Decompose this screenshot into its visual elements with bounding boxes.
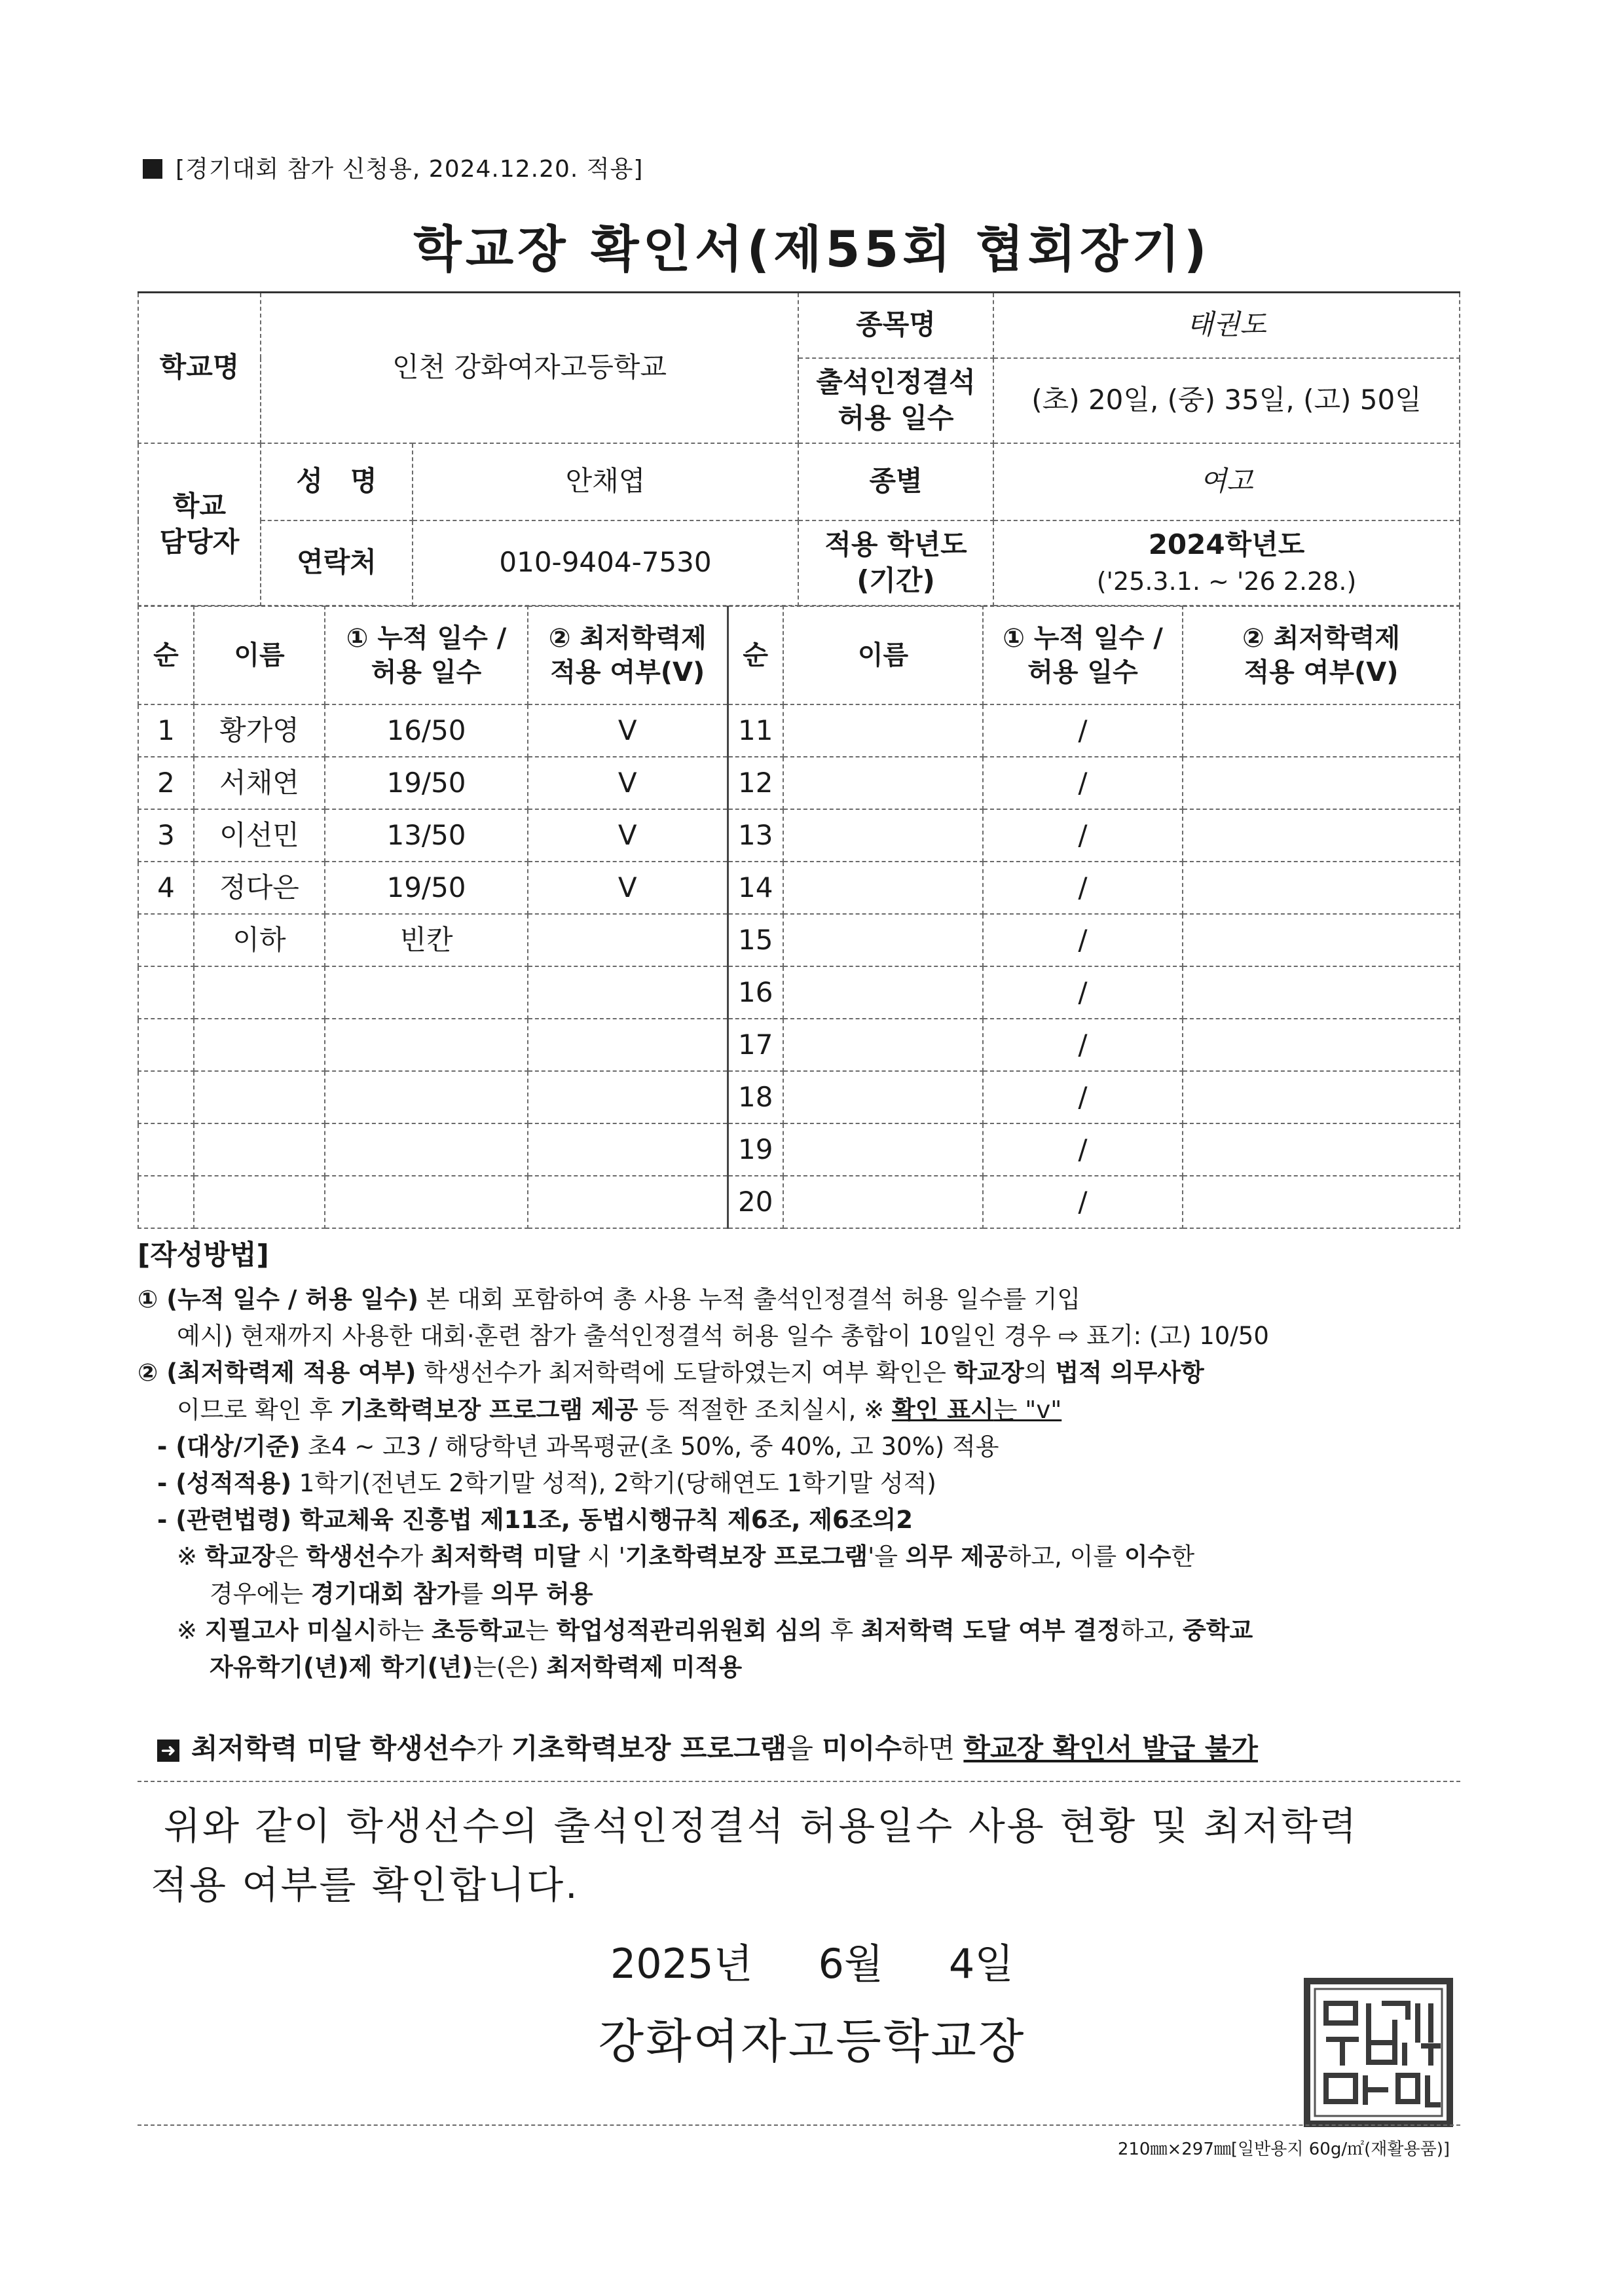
contact-label: 연락처 xyxy=(261,520,413,606)
row-no xyxy=(138,1071,194,1123)
note1-l2a: 경우에는 xyxy=(210,1579,311,1608)
note1-b2: 학생선수 xyxy=(306,1542,400,1571)
guide-item2-l2c: 등 적절한 조치실시, ※ xyxy=(638,1395,892,1424)
row-no xyxy=(138,914,194,966)
note2-b2: 초등학교 xyxy=(432,1616,526,1645)
header-days xyxy=(325,606,528,704)
row-no-right: 12 xyxy=(728,757,783,809)
row-check-right xyxy=(1183,1176,1460,1228)
header-days-right-line1: ① 누적 일수 / xyxy=(1003,623,1163,653)
warning-c: 기초학력보장 프로그램 xyxy=(511,1732,787,1764)
guide-sub1 xyxy=(138,1429,1460,1465)
row-days-right: / xyxy=(983,914,1183,966)
note1-t1: 은 xyxy=(275,1542,306,1571)
guide-item1 xyxy=(138,1281,1460,1318)
row-no: 2 xyxy=(138,757,194,809)
row-check xyxy=(528,1019,728,1071)
note1-t6: 한 xyxy=(1171,1542,1195,1571)
row-days xyxy=(325,1123,528,1176)
note1-b3: 최저학력 미달 xyxy=(431,1542,580,1571)
row-check xyxy=(528,1123,728,1176)
header-days-line2: 허용 일수 xyxy=(371,657,482,687)
guide-sub1-text: 초4 ~ 고3 / 해당학년 과목평균(초 50%, 중 40%, 고 30%) 적용 xyxy=(300,1432,999,1461)
guide-item2-l2a: 이므로 확인 후 xyxy=(177,1395,341,1424)
allowed-days-label xyxy=(798,358,993,443)
row-check-right xyxy=(1183,1071,1460,1123)
row-name xyxy=(194,1176,325,1228)
row-name-right xyxy=(783,862,983,914)
note2-b4: 최저학력 도달 여부 결정 xyxy=(860,1616,1120,1645)
divider-top xyxy=(138,1781,1460,1782)
row-no-right: 16 xyxy=(728,966,783,1019)
allowed-days-label-line2: 허용 일수 xyxy=(838,401,954,434)
row-name-right xyxy=(783,757,983,809)
row-check-right xyxy=(1183,1019,1460,1071)
note1-b1: 학교장 xyxy=(204,1542,275,1571)
header-note xyxy=(143,151,643,184)
school-value: 인천 강화여자고등학교 xyxy=(261,293,798,443)
warning-a: 최저학력 미달 학생선수 xyxy=(191,1732,476,1764)
row-days xyxy=(325,966,528,1019)
guide-item2-t2: 의 xyxy=(1024,1358,1056,1387)
row-check xyxy=(528,1176,728,1228)
row-name-right xyxy=(783,1019,983,1071)
row-days xyxy=(325,1176,528,1228)
warning-line xyxy=(157,1727,1454,1766)
guide-item2-l2d: 확인 표시 xyxy=(891,1395,994,1424)
row-name: 정다은 xyxy=(194,862,325,914)
date-month: 6월 xyxy=(818,1940,883,1988)
row-no-right: 17 xyxy=(728,1019,783,1071)
row-no xyxy=(138,1123,194,1176)
page-title: 학교장 확인서(제55회 협회장기) xyxy=(413,220,1211,278)
confirmation-line2: 적용 여부를 확인합니다. xyxy=(151,1862,580,1907)
guide-item2-b2: 학교장 xyxy=(953,1358,1024,1387)
table-row xyxy=(138,1123,1460,1176)
student-list-table xyxy=(138,606,1460,1229)
table-row xyxy=(138,809,1460,862)
table-row xyxy=(138,704,1460,757)
header-min-right-line1: ② 최저학력제 xyxy=(1242,623,1400,653)
row-days-right: / xyxy=(983,1071,1183,1123)
note2-t1: 하는 xyxy=(377,1616,432,1645)
contact-value: 010-9404-7530 xyxy=(413,520,798,606)
row-check: V xyxy=(528,809,728,862)
guide-item1-example: 예시) 현재까지 사용한 대회·훈련 참가 출석인정결석 허용 일수 총합이 10일인 경우 ⇨ 표기: (고) 10/50 xyxy=(177,1322,1269,1351)
row-days xyxy=(325,1071,528,1123)
allowed-days-value: (초) 20일, (중) 35일, (고) 50일 xyxy=(993,358,1460,443)
row-days-right: / xyxy=(983,966,1183,1019)
gender-label: 종별 xyxy=(798,443,993,520)
row-name: 서채연 xyxy=(194,757,325,809)
guide-item2-l2b: 기초학력보장 프로그램 제공 xyxy=(340,1395,638,1424)
warning-f: 하면 xyxy=(901,1732,964,1764)
note2-b5: 중학교 xyxy=(1182,1616,1253,1645)
principal-name: 강화여자고등학교장 xyxy=(598,2014,1026,2069)
row-check-right xyxy=(1183,1123,1460,1176)
warning-e: 미이수 xyxy=(822,1732,902,1764)
note2-t2: 는 xyxy=(525,1616,557,1645)
row-check xyxy=(528,1071,728,1123)
header-min-line2: 적용 여부(V) xyxy=(550,657,705,687)
row-no-right: 11 xyxy=(728,704,783,757)
row-check-right xyxy=(1183,914,1460,966)
date-year: 2025년 xyxy=(610,1940,753,1988)
writing-guide xyxy=(138,1234,1460,1686)
note1-t5: 하고, 이를 xyxy=(1007,1542,1124,1571)
row-name xyxy=(194,1019,325,1071)
note1-t3: 시 ' xyxy=(580,1542,625,1571)
year-label xyxy=(798,520,993,606)
note2-b1: 지필고사 미실시 xyxy=(204,1616,377,1645)
table-row xyxy=(138,1176,1460,1228)
row-name-right xyxy=(783,704,983,757)
row-name: 이하 xyxy=(194,914,325,966)
row-no: 1 xyxy=(138,704,194,757)
row-no xyxy=(138,966,194,1019)
row-days: 19/50 xyxy=(325,757,528,809)
row-name: 이선민 xyxy=(194,809,325,862)
row-no-right: 13 xyxy=(728,809,783,862)
note1-a: ※ xyxy=(177,1542,205,1571)
guide-note1 xyxy=(138,1539,1460,1575)
header-name: 이름 xyxy=(194,606,325,704)
guide-note2 xyxy=(138,1613,1460,1649)
header-min-line1: ② 최저학력제 xyxy=(548,623,707,653)
note2-l2a: 자유학기(년)제 학기(년) xyxy=(210,1653,473,1682)
guide-item2-l2e: 는 "v" xyxy=(993,1395,1062,1424)
header-no: 순 xyxy=(138,606,194,704)
header-days-right xyxy=(983,606,1183,704)
row-name-right xyxy=(783,809,983,862)
row-check: V xyxy=(528,757,728,809)
note1-t4: '을 xyxy=(868,1542,906,1571)
row-days: 빈칸 xyxy=(325,914,528,966)
row-days: 13/50 xyxy=(325,809,528,862)
row-check-right xyxy=(1183,704,1460,757)
row-check xyxy=(528,966,728,1019)
note1-l2c: 를 xyxy=(460,1579,491,1608)
table-row xyxy=(138,862,1460,914)
year-value-line1: 2024학년도 xyxy=(1148,528,1305,560)
note1-b5: 의무 제공 xyxy=(905,1542,1008,1571)
guide-item1-bold: ① (누적 일수 / 허용 일수) xyxy=(138,1285,419,1313)
note1-b6: 이수 xyxy=(1124,1542,1172,1571)
row-no-right: 20 xyxy=(728,1176,783,1228)
row-name xyxy=(194,1071,325,1123)
year-label-line1: 적용 학년도 xyxy=(824,528,967,560)
guide-sub2-bold: - (성적적용) xyxy=(157,1469,292,1497)
guide-note1-line2 xyxy=(138,1576,1460,1613)
note1-t2: 가 xyxy=(399,1542,431,1571)
row-no-right: 15 xyxy=(728,914,783,966)
table-row xyxy=(138,914,1460,966)
guide-sub3-text: 학교체육 진흥법 제11조, 동법시행규칙 제6조, 제6조의2 xyxy=(291,1506,913,1535)
arrow-box-icon: ➜ xyxy=(157,1740,179,1762)
row-check-right xyxy=(1183,809,1460,862)
event-label: 종목명 xyxy=(798,293,993,358)
warning-g: 학교장 확인서 발급 불가 xyxy=(963,1732,1258,1764)
divider-bottom xyxy=(138,2124,1460,2126)
row-check xyxy=(528,914,728,966)
guide-sub1-bold: - (대상/기준) xyxy=(157,1432,301,1461)
date-day: 4일 xyxy=(948,1940,1014,1988)
confirmation-line1: 위와 같이 학생선수의 출석인정결석 허용일수 사용 현황 및 최저학력 xyxy=(164,1804,1359,1848)
year-label-line2: (기간) xyxy=(857,564,935,596)
note1-l2b: 경기대회 참가 xyxy=(310,1579,460,1608)
year-value-line2: ('25.3.1. ~ '26 2.28.) xyxy=(1096,566,1357,596)
row-days xyxy=(325,1019,528,1071)
header-days-right-line2: 허용 일수 xyxy=(1027,657,1138,687)
row-no xyxy=(138,1019,194,1071)
row-days-right: / xyxy=(983,1176,1183,1228)
row-name xyxy=(194,1123,325,1176)
row-name xyxy=(194,966,325,1019)
row-no xyxy=(138,1176,194,1228)
guide-heading: [작성방법] xyxy=(138,1239,269,1271)
guide-sub2-text: 1학기(전년도 2학기말 성적), 2학기(당해연도 1학기말 성적) xyxy=(291,1469,936,1497)
guide-item1-text: 본 대회 포함하여 총 사용 누적 출석인정결석 허용 일수를 기입 xyxy=(418,1285,1081,1313)
note2-a: ※ xyxy=(177,1616,205,1645)
row-days-right: / xyxy=(983,809,1183,862)
school-label: 학교명 xyxy=(138,293,261,443)
header-min-right-line2: 적용 여부(V) xyxy=(1244,657,1399,687)
row-no: 3 xyxy=(138,809,194,862)
row-days-right: / xyxy=(983,1019,1183,1071)
guide-item2 xyxy=(138,1355,1460,1391)
row-days-right: / xyxy=(983,862,1183,914)
guide-sub3-bold: - (관련법령) xyxy=(157,1506,292,1535)
row-no-right: 19 xyxy=(728,1123,783,1176)
square-bullet-icon xyxy=(143,159,162,179)
row-check: V xyxy=(528,862,728,914)
row-name-right xyxy=(783,1071,983,1123)
row-name-right xyxy=(783,966,983,1019)
row-days-right: / xyxy=(983,757,1183,809)
row-days-right: / xyxy=(983,1123,1183,1176)
info-table xyxy=(138,291,1460,606)
table-row xyxy=(138,757,1460,809)
note2-b3: 학업성적관리위원회 심의 xyxy=(556,1616,822,1645)
note2-l2b: 는(은) xyxy=(473,1653,547,1682)
gender-value: 여고 xyxy=(993,443,1460,520)
header-name-right: 이름 xyxy=(783,606,983,704)
table-row xyxy=(138,1071,1460,1123)
confirmation-text xyxy=(151,1797,1460,1915)
row-name-right xyxy=(783,914,983,966)
note1-l2d: 의무 허용 xyxy=(490,1579,593,1608)
note2-l2c: 최저학력제 미적용 xyxy=(546,1653,743,1682)
row-check-right xyxy=(1183,966,1460,1019)
row-days-right: / xyxy=(983,704,1183,757)
manager-label-line1: 학교 xyxy=(172,489,227,522)
event-value: 태권도 xyxy=(993,293,1460,358)
guide-item2-line2 xyxy=(138,1392,1460,1429)
warning-d: 을 xyxy=(786,1732,822,1764)
row-no: 4 xyxy=(138,862,194,914)
row-no-right: 18 xyxy=(728,1071,783,1123)
year-value xyxy=(993,520,1460,606)
official-seal-icon xyxy=(1303,1977,1454,2128)
note1-b4: 기초학력보장 프로그램 xyxy=(625,1542,868,1571)
header-min-academic-right xyxy=(1183,606,1460,704)
manager-label xyxy=(138,443,261,606)
header-days-line1: ① 누적 일수 / xyxy=(346,623,507,653)
guide-sub3 xyxy=(138,1502,1460,1539)
manager-label-line2: 담당자 xyxy=(159,525,240,558)
note2-t3: 후 xyxy=(822,1616,861,1645)
row-name-right xyxy=(783,1123,983,1176)
guide-item2-b3: 법적 의무사항 xyxy=(1055,1358,1204,1387)
row-days: 16/50 xyxy=(325,704,528,757)
row-check: V xyxy=(528,704,728,757)
guide-sub2 xyxy=(138,1465,1460,1502)
paper-spec-footer: 210㎜×297㎜[일반용지 60g/㎡(재활용품)] xyxy=(1117,2140,1450,2159)
guide-item2-bold: ② (최저학력제 적용 여부) xyxy=(138,1358,416,1387)
row-no-right: 14 xyxy=(728,862,783,914)
note2-t4: 하고, xyxy=(1120,1616,1183,1645)
name-label: 성 명 xyxy=(261,443,413,520)
header-no-right: 순 xyxy=(728,606,783,704)
guide-item2-t1: 학생선수가 최저학력에 도달하였는지 여부 확인은 xyxy=(416,1358,954,1387)
header-min-academic xyxy=(528,606,728,704)
row-check-right xyxy=(1183,757,1460,809)
row-days: 19/50 xyxy=(325,862,528,914)
row-name: 황가영 xyxy=(194,704,325,757)
name-value: 안채엽 xyxy=(413,443,798,520)
allowed-days-label-line1: 출석인정결석 xyxy=(816,365,976,398)
row-check-right xyxy=(1183,862,1460,914)
warning-b: 가 xyxy=(475,1732,511,1764)
guide-note2-line2 xyxy=(138,1649,1460,1686)
table-row xyxy=(138,966,1460,1019)
row-name-right xyxy=(783,1176,983,1228)
header-note-text: [경기대회 참가 신청용, 2024.12.20. 적용] xyxy=(175,156,644,183)
table-row xyxy=(138,1019,1460,1071)
